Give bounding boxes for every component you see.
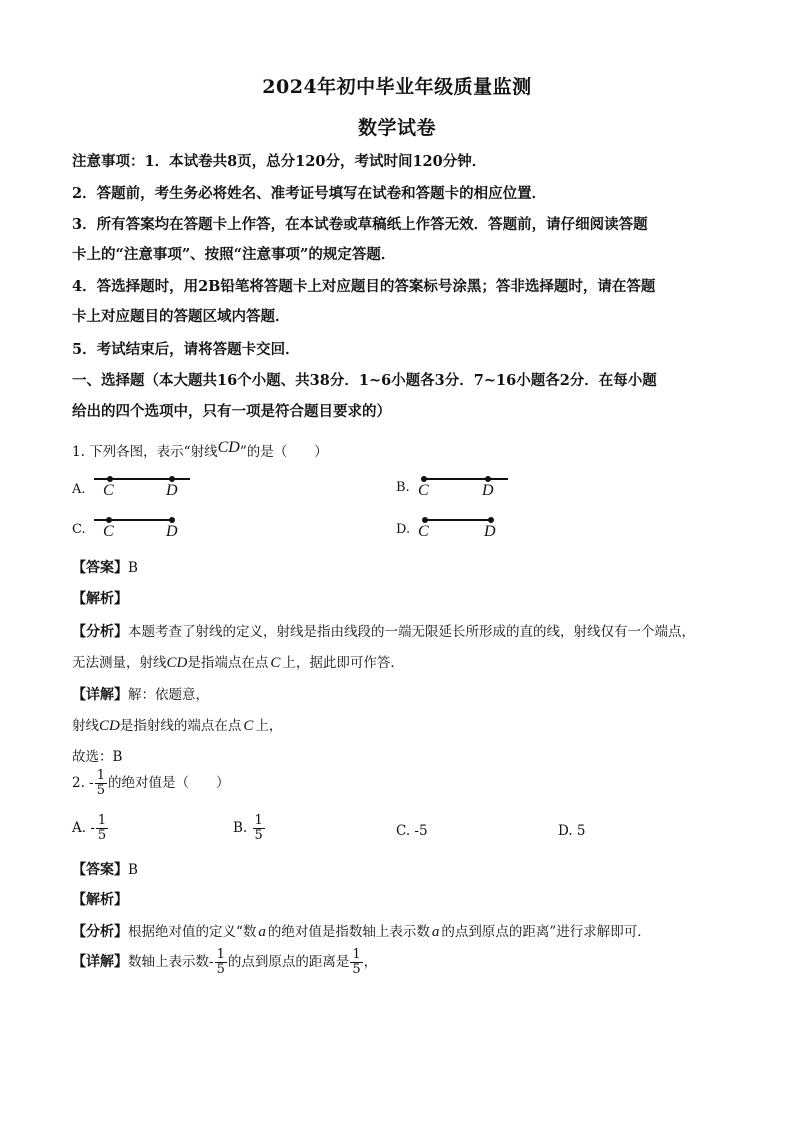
point-label: D [166, 523, 178, 540]
question-2-stem: 2. - $\frac{1}{5}$ 的绝对值是（ ） [72, 768, 230, 798]
point-label: C [103, 482, 114, 499]
page-subtitle: 数学试卷 [357, 117, 436, 139]
point-label: C [103, 523, 114, 540]
note-line: 2．答题前，考生务必将姓名、准考证号填写在试卷和答题卡的相应位置． [72, 185, 547, 202]
analysis-line: 【分析】根据绝对值的定义“数 a 的绝对值是指数轴上表示数 a 的点到原点的距离”进行求解即可． [72, 924, 651, 940]
note-line: 注意事项：1．本试卷共8页，总分120分，考试时间120分钟． [72, 153, 487, 170]
analysis-tag: 【解析】 [72, 591, 128, 607]
point-label: D [484, 523, 496, 540]
ray-line [423, 478, 508, 480]
note-line: 4．答选择题时，用2B铅笔将答题卡上对应题目的答案标号涂黑；答非选择题时，请在答题 [72, 278, 656, 295]
option-letter: C. [72, 522, 86, 537]
point-label: D [166, 482, 178, 499]
detail-line: 【详解】解：依题意， [72, 687, 209, 703]
analysis-tag: 【解析】 [72, 892, 128, 908]
fraction: $\frac{1}{5}$ [96, 768, 106, 798]
conclusion-line: 故选：B [72, 749, 123, 765]
detail-line: 射线CD是指射线的端点在点 C 上， [72, 718, 283, 734]
option-d[interactable]: D. 5 [558, 823, 586, 839]
option-b[interactable]: B. $\frac{1}{5}$ [233, 813, 263, 843]
note-line: 卡上对应题目的答题区域内答题． [72, 308, 290, 325]
detail-line: 【详解】数轴上表示数- $\frac{1}{5}$ 的点到原点的距离是 $\frac{1}{5}$ ， [72, 947, 378, 977]
answer-line: 【答案】B [72, 862, 138, 878]
analysis-line: 无法测量，射线CD是指端点在点 C 上，据此即可作答． [72, 655, 404, 671]
note-line: 卡上的“注意事项”、按照“注意事项”的规定答题． [72, 246, 396, 263]
analysis-line: 【分析】本题考查了射线的定义，射线是指由线段的一端无限延长所形成的直的线，射线仅有一个端点， [72, 624, 695, 640]
note-line: 5．考试结束后，请将答题卡交回． [72, 341, 300, 358]
option-letter: D. [396, 522, 411, 537]
option-letter: A. [72, 482, 86, 497]
question-1-stem: 1. 下列各图，表示“射线CD”的是（ ） [72, 439, 328, 460]
option-a[interactable]: A. - $\frac{1}{5}$ [72, 813, 107, 843]
page-title: 2024年初中毕业年级质量监测 [262, 76, 532, 98]
option-c[interactable]: C. -5 [396, 823, 428, 839]
point-label: C [418, 482, 429, 499]
note-line: 3．所有答案均在答题卡上作答，在本试卷或草稿纸上作答无效．答题前，请仔细阅读答题 [72, 216, 648, 233]
answer-line: 【答案】B [72, 560, 138, 576]
option-letter: B. [396, 480, 410, 495]
point-label: D [482, 482, 494, 499]
section-header: 给出的四个选项中，只有一项是符合题目要求的） [72, 403, 391, 420]
point-label: C [418, 523, 429, 540]
segment-line [425, 519, 491, 521]
section-header: 一、选择题（本大题共16个小题、共38分．1~6小题各3分．7~16小题各2分．在每小题 [72, 372, 657, 389]
